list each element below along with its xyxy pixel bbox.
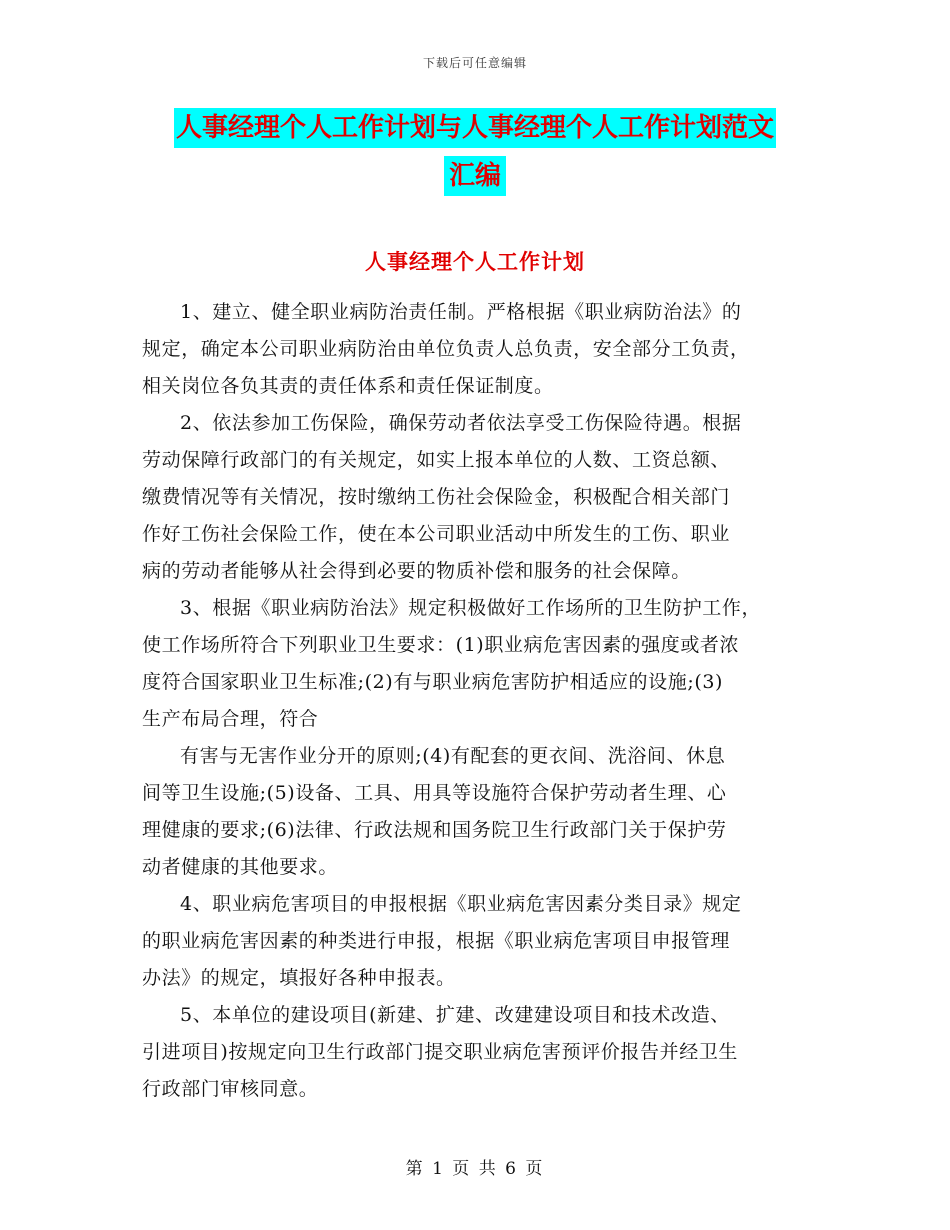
- body-line: 劳动保障行政部门的有关规定，如实上报本单位的人数、工资总额、: [142, 449, 731, 471]
- body-line: 行政部门审核同意。: [142, 1078, 319, 1100]
- document-title: [0, 108, 950, 196]
- body-line: 使工作场所符合下列职业卫生要求：(1)职业病危害因素的强度或者浓: [142, 634, 740, 656]
- section-subtitle: 人事经理个人工作计划: [365, 249, 585, 274]
- body-line: 规定，确定本公司职业病防治由单位负责人总负责，安全部分工负责，: [142, 338, 750, 360]
- page-footer: 第 1 页 共 6 页: [405, 1159, 545, 1179]
- body-line: 作好工伤社会保险工作，使在本公司职业活动中所发生的工伤、职业: [142, 523, 731, 545]
- body-line: 病的劳动者能够从社会得到必要的物质补偿和服务的社会保障。: [142, 560, 691, 582]
- body-line: 3、根据《职业病防治法》规定积极做好工作场所的卫生防护工作，: [180, 597, 762, 619]
- body-line: 办法》的规定，填报好各种申报表。: [142, 967, 456, 989]
- body-line: 理健康的要求;(6)法律、行政法规和国务院卫生行政部门关于保护劳: [142, 819, 727, 841]
- body-line: 生产布局合理，符合: [142, 708, 319, 730]
- body-line: 1、建立、健全职业病防治责任制。严格根据《职业病防治法》的: [180, 301, 742, 323]
- body-line: 5、本单位的建设项目(新建、扩建、改建建设项目和技术改造、: [180, 1004, 730, 1026]
- body-line: 相关岗位各负其责的责任体系和责任保证制度。: [142, 375, 554, 397]
- body-line: 的职业病危害因素的种类进行申报，根据《职业病危害项目申报管理: [142, 930, 731, 952]
- header-note: 下载后可任意编辑: [422, 56, 527, 70]
- body-line: 度符合国家职业卫生标准;(2)有与职业病危害防护相适应的设施;(3): [142, 671, 724, 693]
- body-line: 4、职业病危害项目的申报根据《职业病危害因素分类目录》规定: [180, 893, 742, 915]
- body-line: 引进项目)按规定向卫生行政部门提交职业病危害预评价报告并经卫生: [142, 1041, 739, 1063]
- title-line-1: 人事经理个人工作计划与人事经理个人工作计划范文: [174, 108, 776, 148]
- body-line: 动者健康的其他要求。: [142, 856, 339, 878]
- body-text: [142, 294, 808, 1108]
- body-line: 缴费情况等有关情况，按时缴纳工伤社会保险金，积极配合相关部门: [142, 486, 731, 508]
- body-line: 2、依法参加工伤保险，确保劳动者依法享受工伤保险待遇。根据: [180, 412, 742, 434]
- body-line: 有害与无害作业分开的原则;(4)有配套的更衣间、洗浴间、休息: [180, 745, 726, 767]
- body-line: 间等卫生设施;(5)设备、工具、用具等设施符合保护劳动者生理、心: [142, 782, 727, 804]
- title-line-2: 汇编: [444, 156, 506, 196]
